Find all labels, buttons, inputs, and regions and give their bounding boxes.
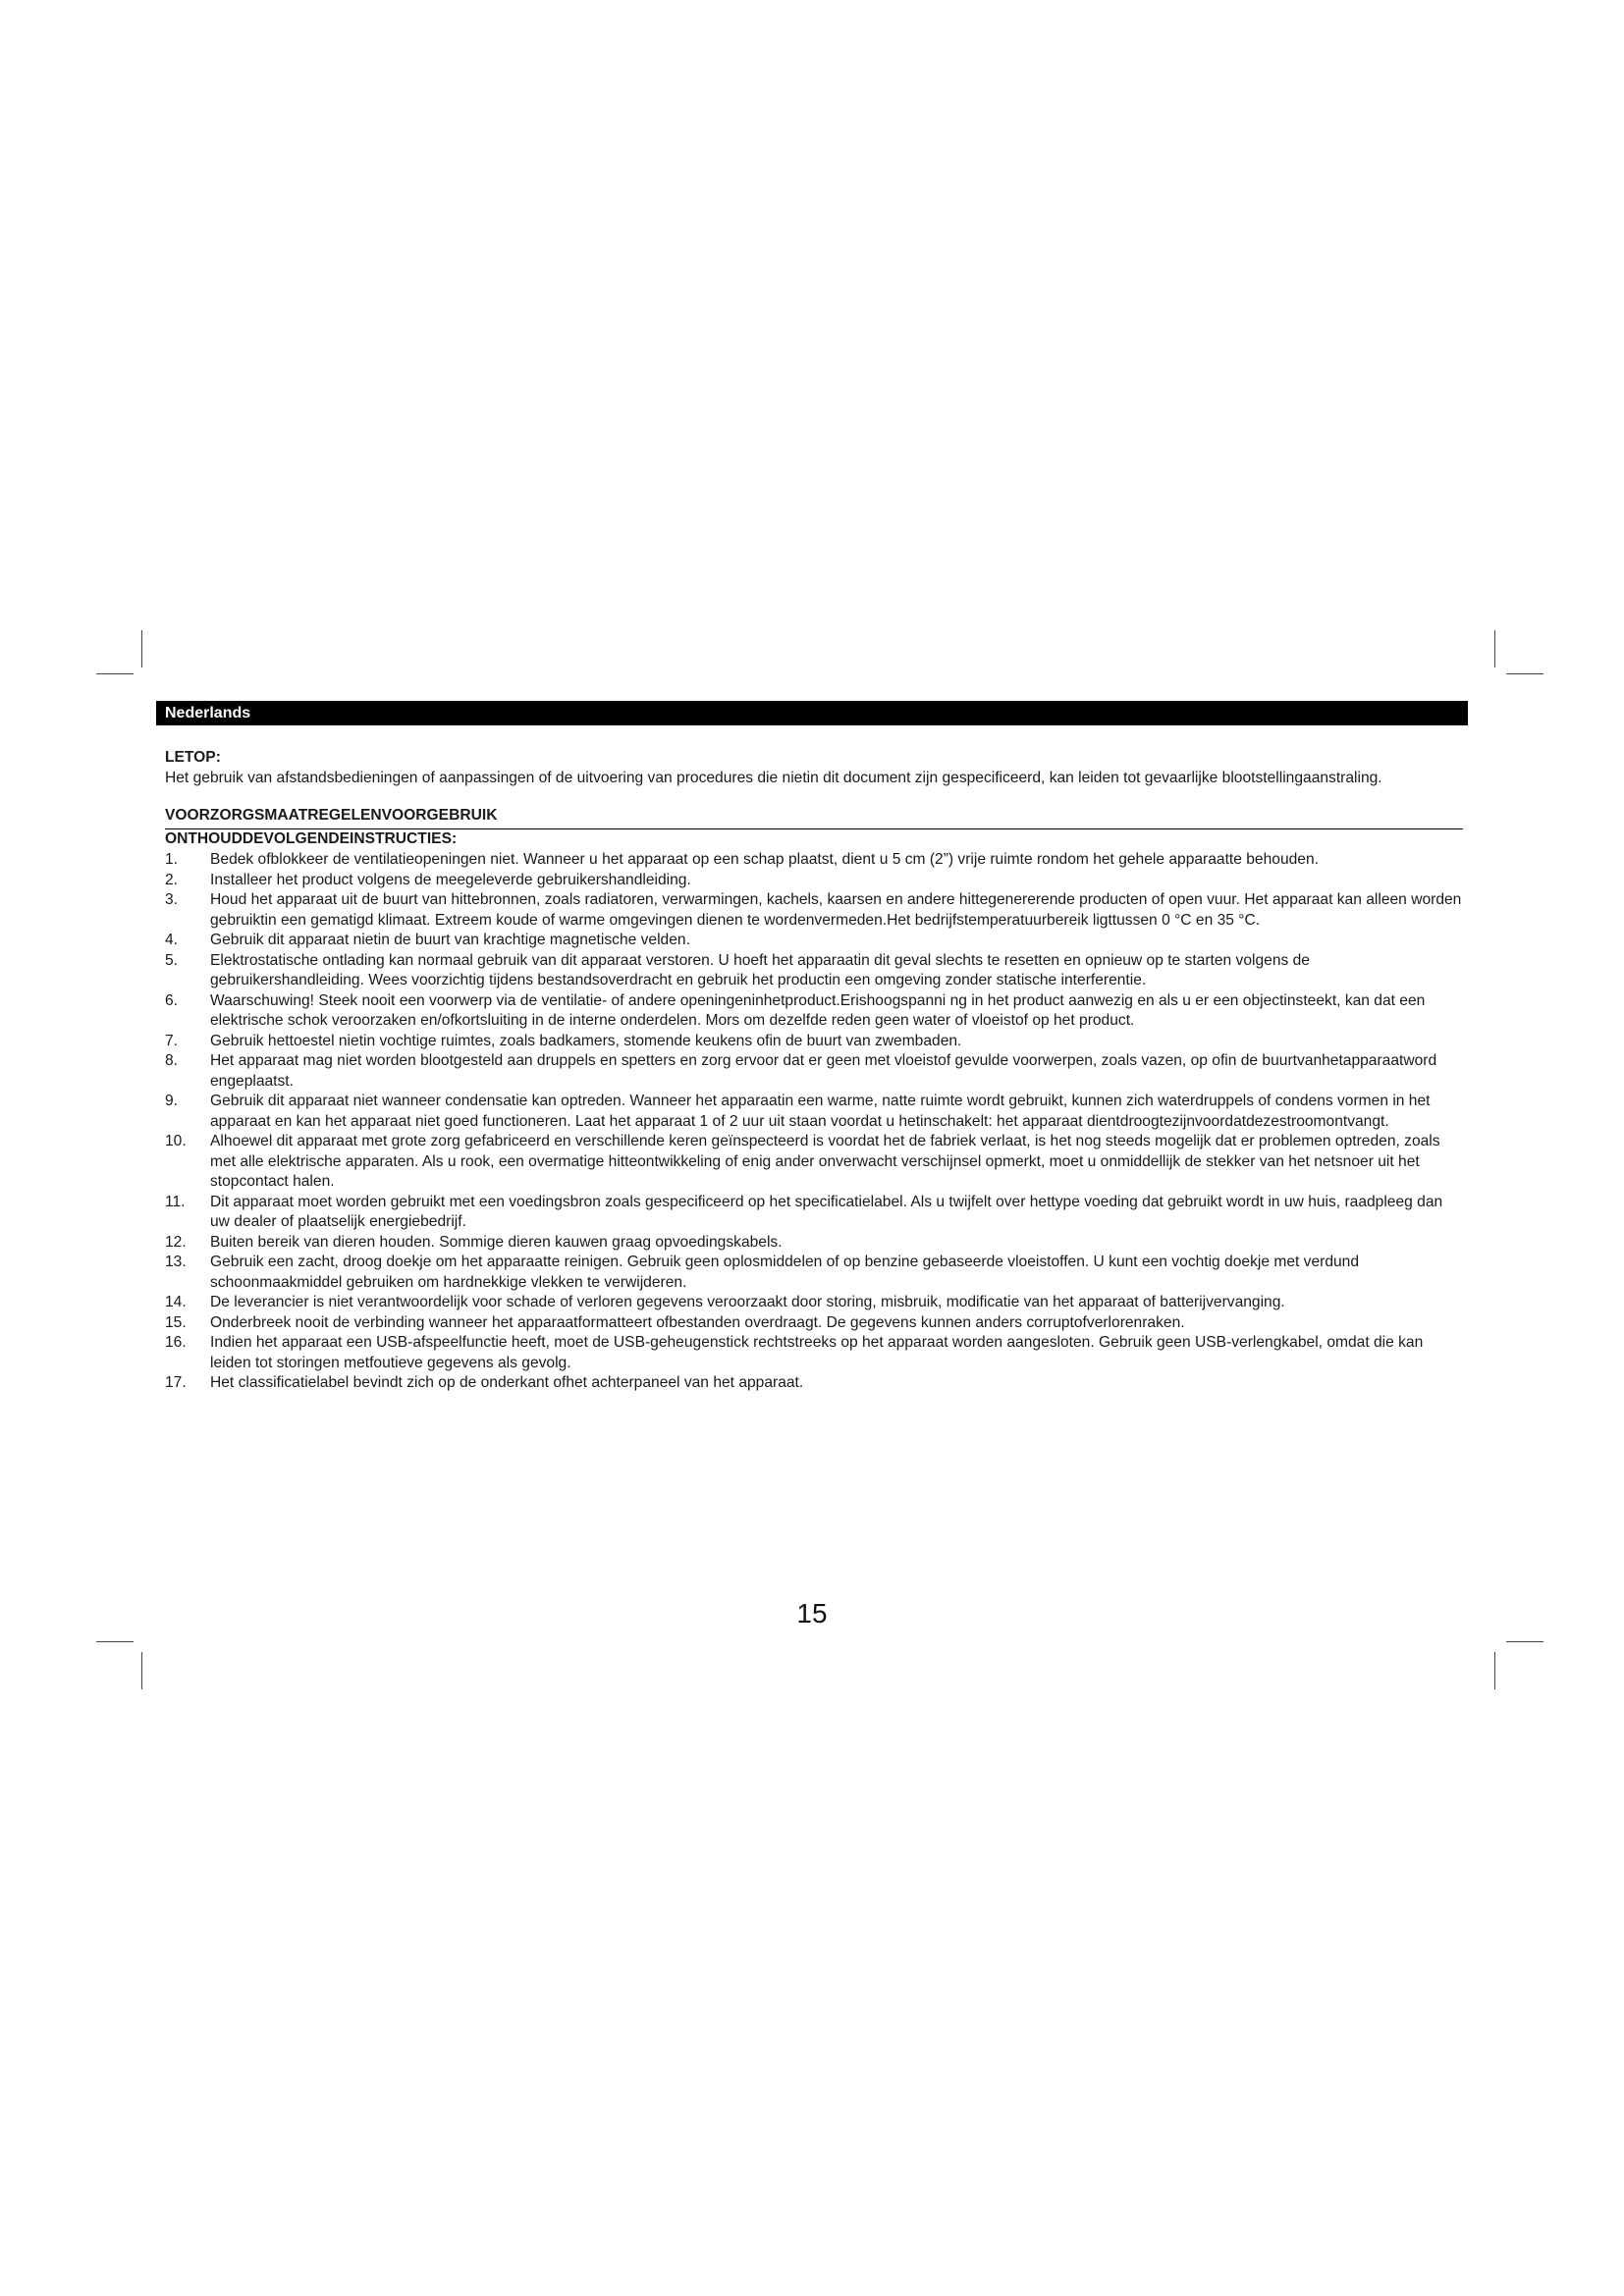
list-item-number: 11.: [165, 1193, 186, 1210]
list-item-number: 16.: [165, 1334, 187, 1351]
list-item: [165, 951, 1463, 991]
list-item-text: Het classificatielabel bevindt zich op de onderkant ofhet achterpaneel van het apparaat.: [210, 1374, 804, 1391]
list-item: [165, 1333, 1463, 1373]
notice-title: LETOP:: [165, 749, 221, 766]
list-item: [165, 1092, 1463, 1132]
precautions-title: VOORZORGSMAATREGELENVOORGEBRUIK: [165, 806, 1463, 829]
list-item: [165, 890, 1463, 931]
list-item-text: Alhoewel dit apparaat met grote zorg gefabriceerd en verschillende keren geïnspecteerd is voordat het de fabriek verlaat, is het nog steeds mogelijk dat er problemen optreden, zoals met alle elektrische apparaten. Als u rook, een overmatige hitteontwikkeling of enig ander onverwacht verschijnsel opmerkt, moet u onmiddellijk de stekker van het netsnoer uit het stopcontact halen.: [210, 1133, 1440, 1190]
list-item-text: Het apparaat mag niet worden blootgesteld aan druppels en spetters en zorg ervoor dat er geen met vloeistof gevulde voorwerpen, zoals vazen, op ofin de buurtvanhetapparaatword engeplaatst.: [210, 1052, 1437, 1090]
list-item-number: 17.: [165, 1374, 187, 1391]
crop-mark-bottom-right-vertical: [1494, 1652, 1495, 1689]
list-item-number: 1.: [165, 851, 179, 868]
list-item-number: 10.: [165, 1133, 187, 1149]
list-item: [165, 1032, 1463, 1052]
crop-mark-bottom-left-vertical: [141, 1652, 142, 1689]
crop-mark-top-left-vertical: [141, 630, 142, 667]
list-item-number: 8.: [165, 1052, 179, 1069]
list-item: [165, 1253, 1463, 1293]
page-content: [165, 748, 1463, 1394]
list-item-number: 4.: [165, 932, 179, 948]
list-item-text: Elektrostatische ontlading kan normaal gebruik van dit apparaat verstoren. U hoeft het apparaatin dit geval slechts te resetten en opnieuw op te starten volgens de gebruikershandleiding. Wees voorzichtig tijdens bestandsoverdracht en gebruik het productin een omgeving zonder statische interferentie.: [210, 951, 1310, 988]
crop-mark-bottom-left-horizontal: [96, 1641, 134, 1642]
instructions-list: [165, 850, 1463, 1394]
list-item: [165, 850, 1463, 871]
list-item-number: 6.: [165, 991, 179, 1009]
list-item: [165, 991, 1463, 1032]
list-item-text: Onderbreek nooit de verbinding wanneer het apparaatformatteert ofbestanden overdraagt. De gegevens kunnen anders corruptofverlorenraken.: [210, 1313, 1185, 1331]
list-item: [165, 1132, 1463, 1193]
list-item-text: Installeer het product volgens de meegeleverde gebruikershandleiding.: [210, 871, 691, 888]
crop-mark-top-right-horizontal: [1506, 673, 1543, 674]
list-item: [165, 1293, 1463, 1313]
list-item: [165, 1233, 1463, 1254]
list-item: [165, 1313, 1463, 1334]
crop-mark-top-left-horizontal: [96, 673, 134, 674]
list-item-number: 2.: [165, 871, 179, 888]
list-item-number: 7.: [165, 1032, 179, 1049]
list-item-text: Waarschuwing! Steek nooit een voorwerp via de ventilatie- of andere openingeninhetproduct.Erishoogspanni ng in het product aanwezig en als u er een objectinsteekt, kan dat een elektrische schok veroorzaken en/ofkortsluiting in de interne onderdelen. Mors om dezelfde reden geen water of vloeistof op het product.: [210, 991, 1426, 1029]
list-item-number: 5.: [165, 951, 179, 969]
page-number: 15: [796, 1598, 828, 1629]
list-item-number: 9.: [165, 1093, 179, 1109]
list-item-number: 3.: [165, 891, 179, 908]
list-item-number: 14.: [165, 1294, 187, 1310]
list-item: [165, 931, 1463, 951]
list-item-number: 12.: [165, 1233, 187, 1251]
language-header-bar: [156, 701, 1468, 725]
list-item-text: Dit apparaat moet worden gebruikt met een voedingsbron zoals gespecificeerd op het specificatielabel. Als u twijfelt over hettype voeding dat gebruikt wordt in uw huis, raadpleeg dan uw dealer of plaatselijk energiebedrijf.: [210, 1193, 1443, 1230]
precautions-subtitle: ONTHOUDDEVOLGENDEINSTRUCTIES:: [165, 829, 458, 847]
list-item-text: Houd het apparaat uit de buurt van hittebronnen, zoals radiatoren, verwarmingen, kachels, kaarsen en andere hittegenererende producten of open vuur. Het apparaat kan alleen worden gebruiktin een gematigd klimaat. Extreem koude of warme omgevingen dienen te wordenvermeden.Het bedrijfstemperatuurbereik ligttussen 0 °C en 35 °C.: [210, 891, 1462, 929]
list-item: [165, 1373, 1463, 1394]
crop-mark-top-right-vertical: [1494, 630, 1495, 667]
list-item: [165, 1193, 1463, 1233]
language-label: Nederlands: [165, 705, 251, 721]
list-item-text: Indien het apparaat een USB-afspeelfunctie heeft, moet de USB-geheugenstick rechtstreeks op het apparaat worden aangesloten. Gebruik geen USB-verlengkabel, omdat die kan leiden tot storingen metfoutieve gegevens als gevolg.: [210, 1334, 1424, 1371]
list-item-text: De leverancier is niet verantwoordelijk voor schade of verloren gegevens veroorzaakt door storing, misbruik, modificatie van het apparaat of batterijvervanging.: [210, 1294, 1285, 1310]
list-item-number: 13.: [165, 1254, 187, 1270]
list-item: [165, 871, 1463, 891]
list-item-text: Buiten bereik van dieren houden. Sommige dieren kauwen graag opvoedingskabels.: [210, 1233, 783, 1251]
crop-mark-bottom-right-horizontal: [1506, 1641, 1543, 1642]
list-item-text: Bedek ofblokkeer de ventilatieopeningen niet. Wanneer u het apparaat op een schap plaatst, dient u 5 cm (2”) vrije ruimte rondom het gehele apparaatte behouden.: [210, 851, 1319, 868]
list-item-text: Gebruik een zacht, droog doekje om het apparaatte reinigen. Gebruik geen oplosmiddelen of op benzine gebaseerde vloeistoffen. U kunt een vochtig doekje met verdund schoonmaakmiddel gebruiken om hardnekkige vlekken te verwijderen.: [210, 1254, 1360, 1291]
list-item-number: 15.: [165, 1313, 187, 1331]
list-item-text: Gebruik dit apparaat niet wanneer condensatie kan optreden. Wanneer het apparaatin een warme, natte ruimte wordt gebruikt, kunnen zich waterdruppels of condens vormen in het apparaat en kan het apparaat niet goed functioneren. Laat het apparaat 1 of 2 uur uit staan voordat u hetinschakelt: het apparaat dientdroogtezijnvoordatdezestroomontvangt.: [210, 1093, 1431, 1130]
list-item-text: Gebruik dit apparaat nietin de buurt van krachtige magnetische velden.: [210, 932, 690, 948]
list-item: [165, 1051, 1463, 1092]
notice-text: Het gebruik van afstandsbedieningen of aanpassingen of de uitvoering van procedures die nietin dit document zijn gespecificeerd, kan leiden tot gevaarlijke blootstellingaanstraling.: [165, 769, 1382, 786]
list-item-text: Gebruik hettoestel nietin vochtige ruimtes, zoals badkamers, stomende keukens ofin de buurt van zwembaden.: [210, 1032, 962, 1049]
